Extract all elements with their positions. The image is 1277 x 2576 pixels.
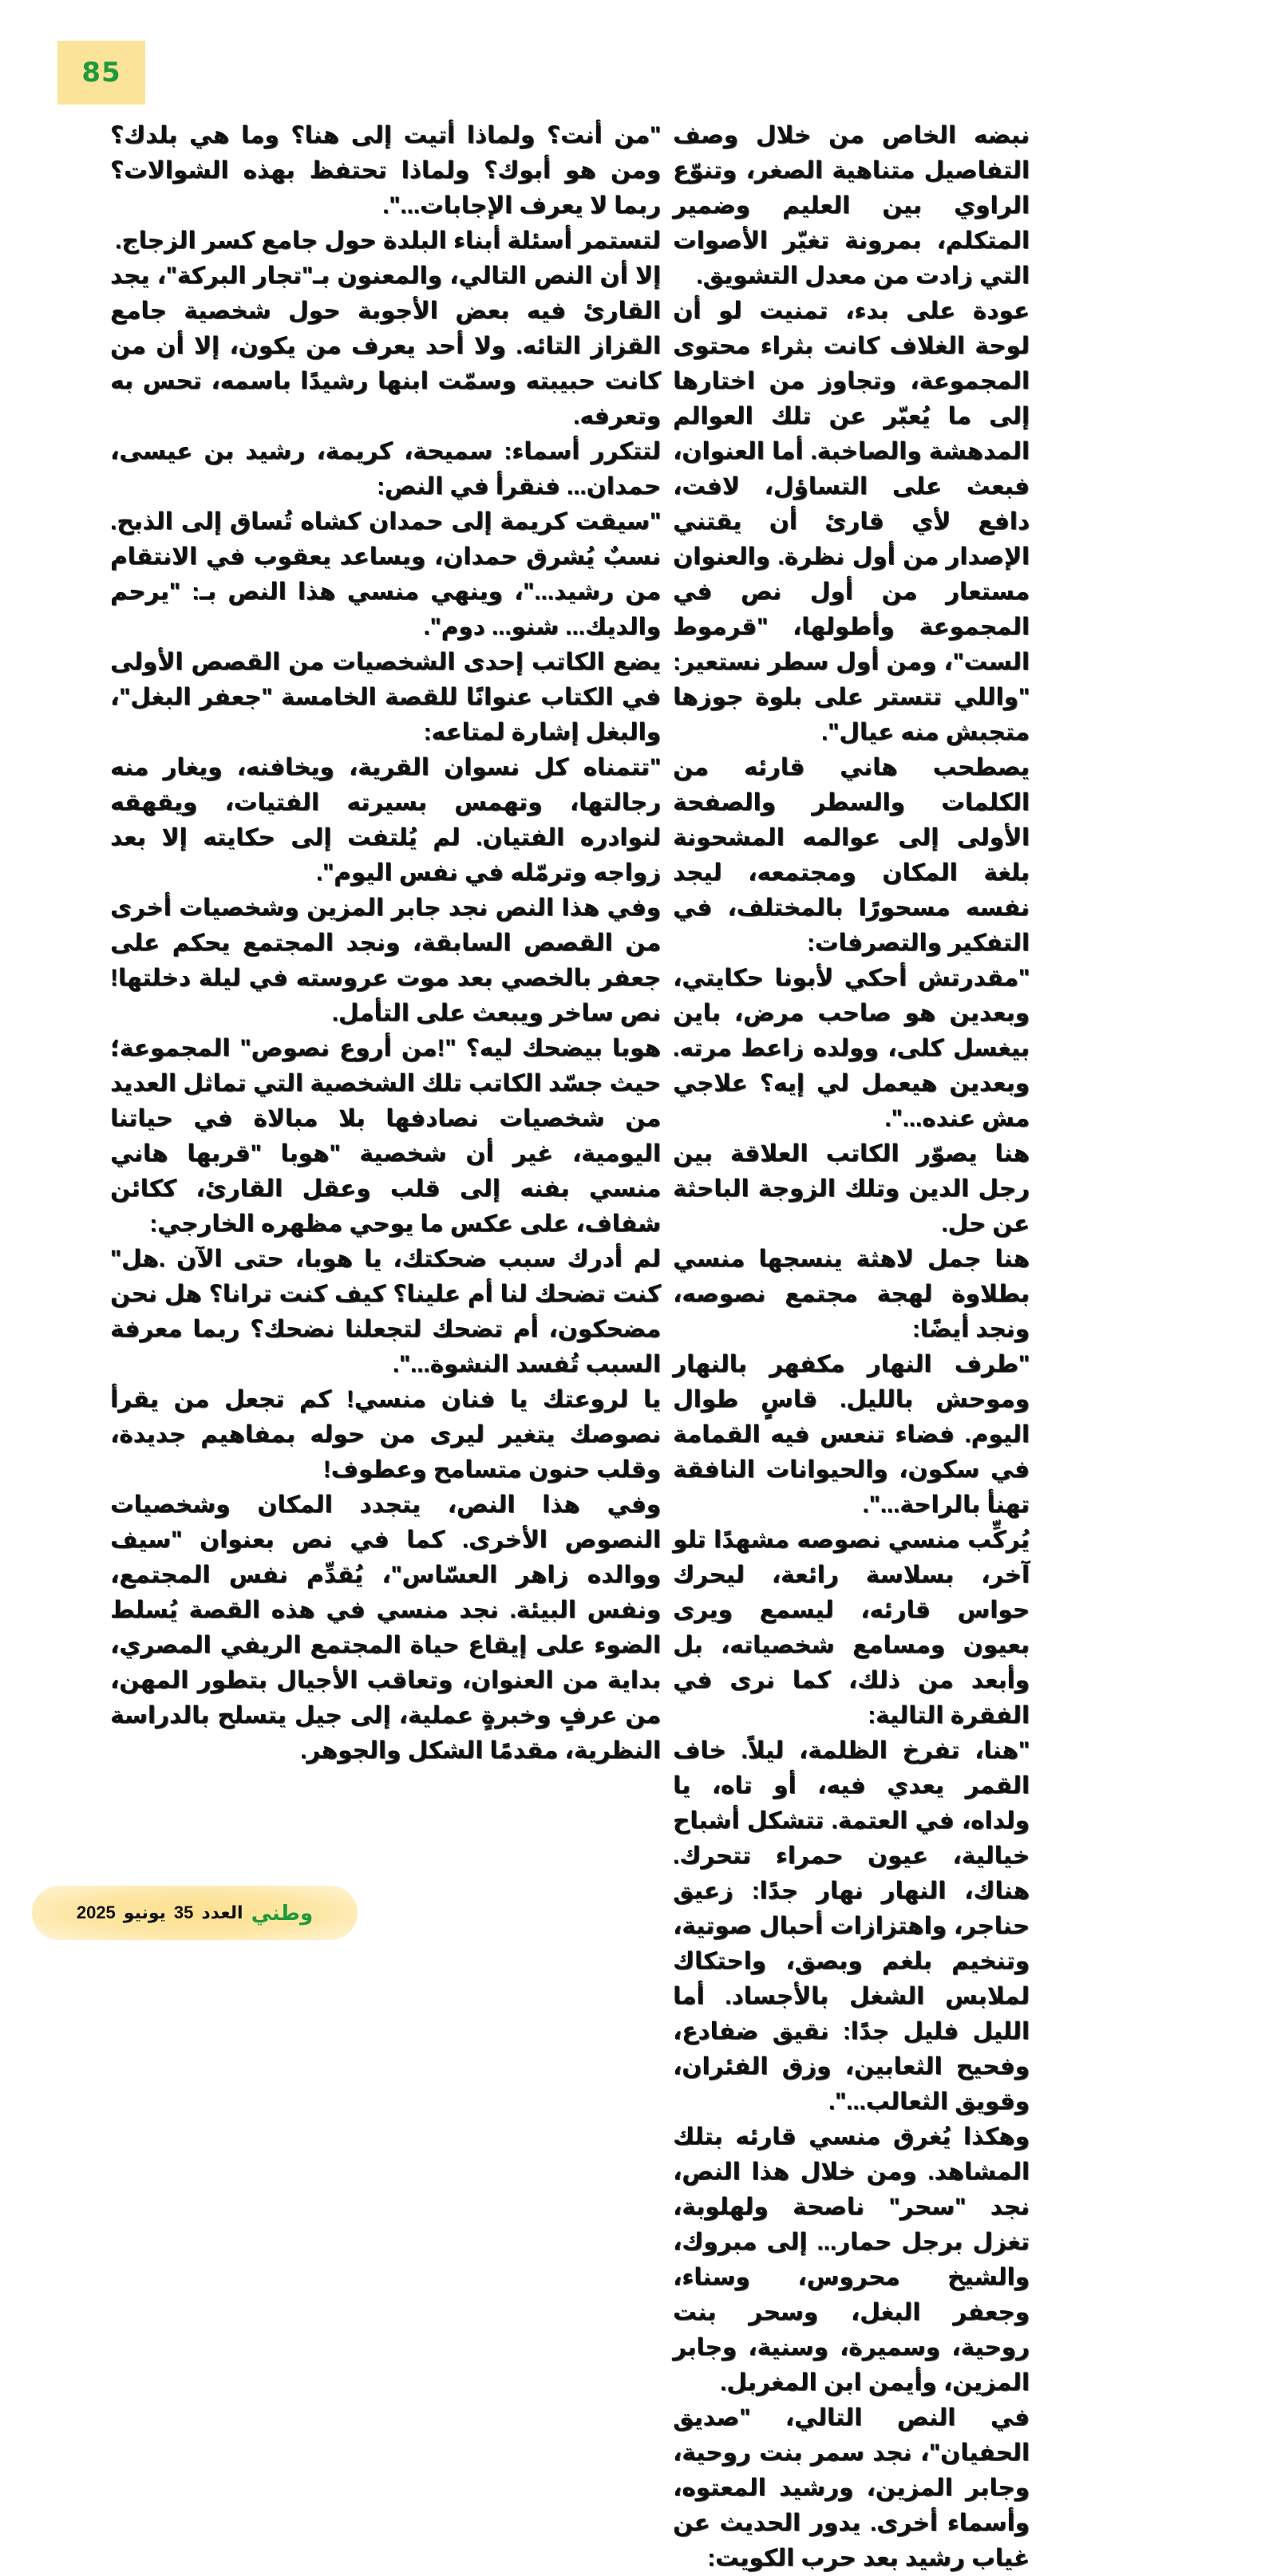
article-column-left bbox=[110, 118, 661, 1768]
paragraph: نبضه الخاص من خلال وصف التفاصيل متناهية الصغر، وتنوّع الراوي بين العليم وضمير المتكلم، بمرونة تغيّر الأصوات التي زادت من معدل التشويق. bbox=[673, 122, 1030, 289]
quote-paragraph: "طرف النهار مكفهر بالنهار وموحش بالليل. قاسٍ طوال اليوم. فضاء تنعس فيه القمامة في سكون، والحيوانات النافقة تهنأ بالراحة...". bbox=[673, 1351, 1030, 1518]
footer-issue-badge bbox=[32, 1886, 358, 1940]
page-number: 85 bbox=[81, 57, 121, 89]
paragraph: يضع الكاتب إحدى الشخصيات من القصص الأولى في الكتاب عنوانًا للقصة الخامسة "جعفر البغل"، والبغل إشارة لمتاعه: bbox=[110, 649, 661, 745]
paragraph: وفي هذا النص نجد جابر المزين وشخصيات أخرى من القصص السابقة، ونجد المجتمع يحكم على جعفر بالخصي بعد موت عروسته في ليلة دخلتها! نص ساخر ويبعث على التأمل. bbox=[110, 895, 661, 1026]
paragraph: إلا أن النص التالي، والمعنون بـ"تجار البركة"، يجد القارئ فيه بعض الأجوبة حول شخصية جامع القزاز التائه. ولا أحد يعرف من يكون، إلا أن من كانت حبيبته وسمّت ابنها رشيدًا باسمه، تحس به وتعرفه. bbox=[110, 263, 661, 429]
paragraph: وهكذا يُغرق منسي قارئه بتلك المشاهد. ومن خلال هذا النص، نجد "سحر" ناصحة ولهلوبة، تغزل برجل حمار... إلى مبروك، والشيخ محروس، وسناء، وجعفر البغل، وسحر بنت روحية، وسميرة، وسنية، وجابر المزين، وأيمن ابن المغربل. bbox=[673, 2124, 1030, 2396]
quote-paragraph: "مقدرتش أحكي لأبونا حكايتي، وبعدين هو صاحب مرض، باين بيغسل كلى، وولده زاعط مرته. وبعدين هيعمل لي إيه؟ علاجي مش عنده...". bbox=[673, 965, 1030, 1132]
paragraph: وفي هذا النص، يتجدد المكان وشخصيات النصوص الأخرى. كما في نص بعنوان "سيف ووالده زاهر العسّاس"، يُقدِّم نفس المجتمع، ونفس البيئة. نجد منسي في هذه القصة يُسلط الضوء على إيقاع حياة المجتمع الريفي المصري، بداية من العنوان، وتعاقب الأجيال بتطور المهن، من عرفٍ وخبرةٍ عملية، إلى جيل يتسلح بالدراسة النظرية، مقدمًا الشكل والجوهر. bbox=[110, 1491, 661, 1764]
quote-paragraph: لم أدرك سبب ضحكتك، يا هوبا، حتى الآن .هل" كنت تضحك لنا أم علينا؟ كيف كنت ترانا؟ هل نحن مضحكون، أم تضحك لتجعلنا نضحك؟ ربما معرفة السبب تُفسد النشوة...". bbox=[110, 1246, 661, 1377]
quote-paragraph: "تتمناه كل نسوان القرية، ويخافنه، ويغار منه رجالتها، وتهمس بسيرته الفتيات، ويقهقه لنوادره الفتيان. لم يُلتفت إلى حكايته إلا بعد زواجه وترمّله في نفس اليوم". bbox=[110, 754, 661, 886]
paragraph: يا لروعتك يا فنان منسي! كم تجعل من يقرأ نصوصك يتغير ليرى من حوله بمفاهيم جديدة، وقلب حنون متسامح وعطوف! bbox=[110, 1386, 661, 1483]
issue-month: يونيو bbox=[123, 1902, 166, 1922]
paragraph: عودة على بدء، تمنيت لو أن لوحة الغلاف كانت بثراء محتوى المجموعة، وتجاوز من اختارها إلى ما يُعبّر عن تلك العوالم المدهشة والصاخبة. أما العنوان، فبعث على التساؤل، لافت، دافع لأي قارئ أن يقتني الإصدار من أول نظرة. والعنوان مستعار من أول نص في المجموعة وأطولها، "قرموط الست"، ومن أول سطر نستعير: "واللي تتستر على بلوة جوزها متجبش منه عيال". bbox=[673, 298, 1030, 745]
magazine-brand: وطني bbox=[251, 1900, 314, 1925]
paragraph: في النص التالي، "صديق الحفيان"، نجد سمر بنت روحية، وجابر المزين، ورشيد المعتوه، وأسماء أخرى. يدور الحديث عن غياب رشيد بعد حرب الكويت: bbox=[673, 2404, 1030, 2571]
quote-paragraph: "من أنت؟ ولماذا أتيت إلى هنا؟ وما هي بلدك؟ ومن هو أبوك؟ ولماذا تحتفظ بهذه الشوالات؟ ربما لا يعرف الإجابات...". bbox=[110, 122, 661, 219]
paragraph: هنا يصوّر الكاتب العلاقة بين رجل الدين وتلك الزوجة الباحثة عن حل. bbox=[673, 1140, 1030, 1237]
paragraph: هوبا بيضحك ليه؟ "!من أروع نصوص" المجموعة؛ حيث جسّد الكاتب تلك الشخصية التي تماثل العديد من شخصيات نصادفها بلا مبالاة في حياتنا اليومية، غير أن شخصية "هوبا "قربها هاني منسي بفنه إلى قلب وعقل القارئ، ككائن شفاف، على عكس ما يوحي مظهره الخارجي: bbox=[110, 1035, 661, 1237]
paragraph: هنا جمل لاهثة ينسجها منسي بطلاوة لهجة مجتمع نصوصه، ونجد أيضًا: bbox=[673, 1246, 1030, 1342]
issue-year: 2025 bbox=[76, 1902, 116, 1922]
issue-number: 35 bbox=[173, 1902, 194, 1922]
paragraph: لتستمر أسئلة أبناء البلدة حول جامع كسر الزجاج. bbox=[115, 227, 661, 254]
paragraph: يصطحب هاني قارئه من الكلمات والسطر والصفحة الأولى إلى عوالمه المشحونة بلغة المكان ومجتمعه، ليجد نفسه مسحورًا بالمختلف، في التفكير والتصرفات: bbox=[673, 754, 1030, 956]
quote-paragraph: "سيقت كريمة إلى حمدان كشاه تُساق إلى الذبح. نسبٌ يُشرق حمدان، ويساعد يعقوب في الانتقام من رشيد..."، وينهي منسي هذا النص بـ: "يرحم والديك... شنو... دوم". bbox=[110, 508, 661, 640]
issue-label: العدد bbox=[201, 1902, 243, 1922]
paragraph: يُركِّب منسي نصوصه مشهدًا تلو آخر، بسلاسة رائعة، ليحرك حواس قارئه، ليسمع ويرى بعيون ومسامع شخصياته، بل وأبعد من ذلك، كما نرى في الفقرة التالية: bbox=[673, 1527, 1030, 1729]
quote-paragraph: "هنا، تفرخ الظلمة، ليلاً. خاف القمر يعدي فيه، أو تاه، يا ولداه، في العتمة. تتشكل أشباح خيالية، عيون حمراء تتحرك. هناك، النهار نهار جدًا: زعيق حناجر، واهتزازات أحبال صوتية، وتنخيم بلغم وبصق، واحتكاك لملابس الشغل بالأجساد. أما الليل فليل جدًا: نقيق ضفادع، وفحيح الثعابين، وزق الفئران، وقويق الثعالب...". bbox=[673, 1737, 1030, 2115]
paragraph: لتتكرر أسماء: سميحة، كريمة، رشيد بن عيسى، حمدان... فنقرأ في النص: bbox=[110, 438, 661, 500]
article-column-right bbox=[673, 118, 1030, 2576]
page-number-box bbox=[57, 41, 145, 105]
